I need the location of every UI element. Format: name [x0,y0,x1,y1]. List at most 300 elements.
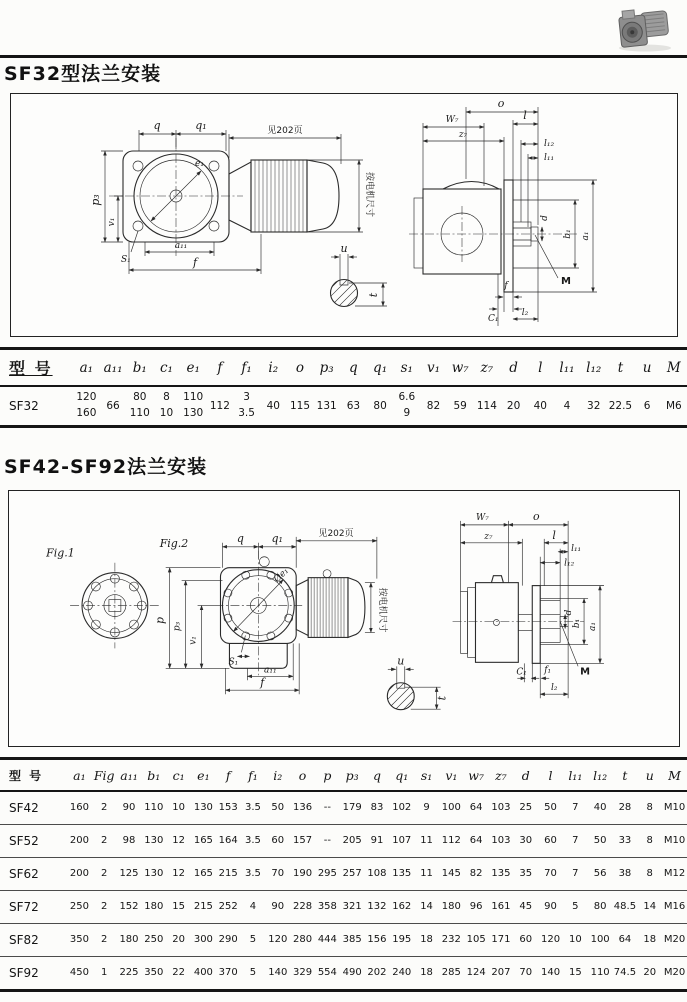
fig1-label: Fig.1 [46,546,75,560]
dim-cell: 205 [342,835,362,847]
sf32-side-view [409,97,597,326]
see-page-note: 见202页 [318,528,354,539]
dim-cell: 60 [519,934,533,946]
dim-cell: 321 [342,901,362,913]
model-column-header: 型 号 [9,768,44,783]
dim-cell: 7 [572,835,579,847]
dim-label-u: u [340,242,348,255]
dim-cell: 140 [268,967,288,979]
dim-column-header: l₁₁ [559,359,575,376]
dim-label-f: f [260,676,265,690]
sf42-92-shaft-section [382,654,449,715]
dim-cell: 20 [506,399,521,412]
dim-column-header: t [622,767,628,783]
dim-label-e1: Øe₁ [272,566,291,585]
dim-column-header: s₁ [400,359,413,376]
dim-label-w7: W₇ [445,115,459,125]
dim-cell: 50 [544,802,557,814]
dim-column-header: z₇ [480,359,494,376]
table-row-SF72 [0,891,687,923]
dim-cell: 200 [69,835,89,847]
dim-cell: 207 [491,967,511,979]
dim-cell: 28 [618,802,632,814]
sf32-shaft-section [325,242,387,312]
model-cell: SF32 [9,398,39,413]
dim-cell: 40 [593,802,607,814]
dim-cell: 444 [317,934,337,946]
dim-cell: M10 [663,835,686,847]
dim-cell: 102 [392,802,412,814]
dim-cell: M6 [665,399,682,412]
dim-column-header: l₁₂ [586,359,602,376]
dim-column-header: i₂ [273,767,283,783]
dim-cell: 20 [643,967,657,979]
motor-size-note: 按电机尺寸 [364,172,374,218]
dim-cell: 132 [367,901,387,913]
dim-column-header: q [349,359,358,376]
dim-cell: 50 [593,835,607,847]
dim-cell: 136 [293,802,313,814]
dim-cell: 3.5 [245,835,261,847]
dim-cell: 64 [469,835,483,847]
dim-cell: 20 [172,934,185,946]
dim-cell: 82 [426,399,441,412]
dim-cell: 200 [69,868,89,880]
dim-cell: 152 [119,901,139,913]
dim-label-b1: b₁ [563,229,573,239]
dim-column-header: a₁₁ [103,359,123,376]
dim-cell: 8 [646,802,653,814]
dim-label-q: q [236,531,244,545]
dim-column-header: i₂ [268,359,279,376]
dim-column-header: e₁ [197,767,210,783]
dim-cell: 11 [420,868,433,880]
dim-cell: M10 [663,802,686,814]
dim-cell: 120 160 [76,391,97,419]
dim-label-z7: z₇ [484,531,493,542]
dim-column-header: a₁ [73,767,86,783]
dim-cell: 7 [572,868,579,880]
dim-label-u: u [397,654,405,668]
dim-cell: 180 [441,901,461,913]
dim-cell: 90 [271,901,285,913]
dim-cell: 130 [193,802,213,814]
dim-column-header: d [509,359,518,376]
dim-cell: M16 [663,901,686,913]
dim-cell: 130 [144,835,164,847]
dim-cell: 10 [568,934,582,946]
dim-cell: 8 10 [159,391,174,419]
dim-cell: 112 [209,399,230,412]
dim-column-header: u [645,767,654,783]
table-row-SF82 [0,924,687,956]
dim-column-header: l [538,359,543,376]
dim-cell: 2 [101,868,108,880]
dim-cell: 18 [643,934,657,946]
header-row [0,760,687,790]
dim-cell: 179 [342,802,362,814]
dim-cell: 40 [266,399,280,412]
dim-cell: 56 [593,868,607,880]
dim-label-b1: b₁ [572,618,583,629]
dim-cell: 290 [218,934,238,946]
dim-cell: 370 [218,967,238,979]
dim-cell: 329 [293,967,313,979]
sf42-92-drawing-box [8,490,680,747]
dim-cell: 15 [568,967,582,979]
dim-label-a1: a₁ [588,621,599,631]
sf32-front-view [89,119,376,274]
dim-cell: 125 [119,868,139,880]
dim-cell: 140 [540,967,561,979]
dim-cell: -- [323,835,331,847]
dim-cell: 35 [519,868,533,880]
dim-column-header: f₁ [248,767,258,783]
dim-cell: 2 [101,934,108,946]
model-cell: SF92 [9,965,39,980]
dim-column-header: c₁ [172,767,185,783]
dim-label-w7: W₇ [476,512,489,523]
model-cell: SF42 [9,800,39,815]
fig2-front-view [154,528,389,694]
dim-cell: 350 [69,934,89,946]
dim-column-header: f [217,359,223,376]
dim-column-header: f [225,767,231,783]
dim-column-header: M [668,767,681,783]
dim-cell: 90 [544,901,557,913]
dim-cell: 215 [218,868,238,880]
dim-cell: 225 [119,967,139,979]
dim-label-z7: z₇ [458,130,468,140]
dim-cell: 18 [420,934,433,946]
dim-cell: M20 [663,934,686,946]
dim-cell: 385 [342,934,362,946]
dim-cell: -- [323,802,331,814]
dim-cell: 4 [249,901,257,913]
dim-cell: 107 [392,835,412,847]
dim-column-header: o [295,359,305,376]
dim-cell: 12 [172,835,185,847]
dim-column-header: v₁ [426,359,441,376]
dim-cell: 135 [392,868,412,880]
dim-cell: 490 [342,967,362,979]
dim-cell: 8 [646,868,653,880]
dim-label-t: t [435,695,449,701]
dim-cell: 80 [373,399,387,412]
dim-column-header: c₁ [159,359,173,376]
dim-label-l: l [523,109,527,122]
dim-label-q1: q₁ [271,531,283,545]
dim-cell: 64 [618,934,632,946]
model-cell: SF72 [9,899,39,914]
dim-cell: 2 [101,835,108,847]
dim-cell: 108 [367,868,387,880]
dim-label-p3: p₃ [89,194,102,206]
dim-column-header: v₁ [445,767,458,783]
table-row-SF52 [0,825,687,857]
dim-cell: 130 [144,868,164,880]
dim-label-l2: l₂ [550,683,558,694]
dim-column-header: w₇ [468,767,484,783]
dim-cell: 103 [491,835,511,847]
dim-cell: 5 [249,967,257,979]
dim-column-header: a₁ [79,359,94,376]
dim-label-q1: q₁ [195,119,207,132]
dim-column-header: t [617,359,624,376]
dim-cell: 114 [476,399,497,412]
dim-cell: 120 [540,934,561,946]
dim-cell: 33 [618,835,632,847]
dim-cell: 180 [119,934,139,946]
dim-cell: 60 [544,835,557,847]
dim-label-c1: C₁ [516,667,527,678]
dim-label-l11: l₁₁ [571,543,582,554]
dim-cell: 164 [218,835,238,847]
sf42-92-drawing [9,491,679,746]
dim-cell: 66 [106,399,120,412]
motor-size-note: 按电机尺寸 [376,587,387,633]
dim-cell: 400 [193,967,213,979]
dim-label-p3: p₃ [172,621,183,632]
dim-cell: 1 [101,967,108,979]
dim-column-header: l [548,767,553,783]
dim-label-M: M [561,276,571,287]
dim-cell: 450 [69,967,89,979]
section2-title: SF42-SF92法兰安装 [4,456,208,478]
dim-cell: 80 110 [129,391,150,419]
dim-cell: 3 3.5 [238,391,255,419]
dim-column-header: z₇ [495,767,507,783]
dim-label-s1: S₁ [228,657,239,668]
dim-cell: 250 [144,934,164,946]
dim-cell: 90 [122,802,136,814]
dim-cell: 11 [420,835,433,847]
dim-cell: 295 [317,868,337,880]
dim-cell: 5 [249,934,257,946]
dim-cell: 252 [218,901,238,913]
sf32-dimension-table [0,347,687,428]
dim-label-a11: a₁₁ [174,241,188,251]
dim-cell: 165 [193,868,213,880]
dim-cell: 83 [370,802,384,814]
dim-column-header: u [642,359,652,376]
dim-cell: 10 [172,802,185,814]
dim-cell: 30 [519,835,533,847]
dim-cell: 7 [572,802,579,814]
dim-column-header: b₁ [147,767,161,783]
sf32-drawing [11,94,677,336]
dim-column-header: b₁ [132,359,147,376]
dim-label-a11: a₁₁ [264,665,277,676]
dim-cell: 554 [317,967,337,979]
dim-label-t: t [367,292,380,298]
dim-cell: 232 [441,934,461,946]
dim-cell: 215 [193,901,213,913]
dim-cell: 38 [618,868,632,880]
dim-cell: 2 [101,901,108,913]
table-row-SF92 [0,957,687,989]
dim-cell: 15 [172,901,185,913]
section1-title: SF32型法兰安装 [4,63,162,85]
dim-cell: 105 [466,934,486,946]
gearmotor-photo [612,5,676,52]
dim-cell: M20 [663,967,686,979]
dim-cell: 74.5 [613,967,637,979]
dim-label-l2: l₂ [521,308,529,318]
dim-cell: 157 [293,835,313,847]
dim-label-f-side: f [504,281,508,291]
dim-column-header: o [298,767,307,783]
dim-label-f-front: f [192,256,198,269]
dim-label-c1: C₁ [488,314,499,324]
dim-label-v1: v₁ [107,217,117,227]
dim-cell: 160 [69,802,89,814]
dim-cell: 110 130 [183,391,204,419]
fig1-flange-view [45,547,160,649]
dim-label-l11: l₁₁ [544,153,555,163]
dim-cell: 195 [392,934,412,946]
dim-column-header: f₁ [241,359,252,376]
model-cell: SF52 [9,833,39,848]
dim-cell: 22.5 [608,399,633,412]
dim-label-l12: l₁₂ [544,139,555,149]
dim-cell: 358 [317,901,337,913]
dim-label-f1: f₁ [544,665,552,676]
dim-cell: 3.5 [245,802,261,814]
dim-cell: 60 [271,835,285,847]
dim-cell: 25 [519,802,533,814]
dim-column-header: w₇ [451,359,469,376]
dim-cell: 6 [643,399,651,412]
table-row-SF62 [0,858,687,890]
dim-label-q: q [153,119,161,132]
dim-cell: 2 [101,802,108,814]
dim-cell: 300 [193,934,213,946]
dim-cell: 131 [316,399,337,412]
dim-cell: 14 [420,901,433,913]
see-page-note: 见202页 [267,126,303,136]
dim-label-l: l [552,528,556,542]
dim-cell: 4 [563,399,571,412]
dim-column-header: p₃ [345,767,359,783]
dim-cell: 70 [271,868,285,880]
dim-label-l12: l₁₂ [564,558,575,569]
dim-cell: 285 [441,967,461,979]
dim-cell: 64 [469,802,483,814]
dim-cell: 161 [491,901,511,913]
dim-column-header: Fig [93,767,115,783]
dim-cell: 59 [453,399,467,412]
dim-cell: 162 [392,901,412,913]
dim-cell: 14 [643,901,657,913]
dim-label-e1: e₁ [195,159,204,169]
dim-column-header: p₃ [319,359,334,376]
dim-cell: 50 [271,802,285,814]
table-row-SF32 [0,387,687,425]
table-row-SF42 [0,792,687,824]
model-cell: SF82 [9,932,39,947]
dim-column-header: q [372,767,381,783]
dim-label-M: M [580,666,590,678]
fig2-label: Fig.2 [159,536,189,550]
dim-cell: 82 [469,868,483,880]
dim-cell: 257 [342,868,362,880]
dim-cell: 240 [392,967,412,979]
dim-cell: 350 [144,967,164,979]
dim-column-header: a₁₁ [120,767,138,783]
dim-label-v1: v₁ [188,636,199,645]
dim-cell: 70 [544,868,557,880]
dim-label-a1: a₁ [581,231,591,241]
dim-cell: 18 [420,967,433,979]
dim-cell: 96 [469,901,483,913]
dim-cell: 250 [69,901,89,913]
dim-label-p: p [153,616,167,624]
dim-column-header: M [666,359,681,376]
dim-cell: 228 [293,901,313,913]
dim-cell: 32 [587,399,601,412]
model-column-header: 型 号 [9,359,53,378]
dim-cell: 63 [346,399,361,412]
dim-label-o: o [532,509,540,523]
dim-cell: 115 [289,399,310,412]
sf32-drawing-box [10,93,678,337]
dim-cell: 98 [122,835,136,847]
dim-cell: M12 [663,868,686,880]
dim-column-header: p [323,767,332,783]
dim-cell: 70 [519,967,533,979]
dim-column-header: s₁ [420,767,433,783]
dim-cell: 135 [491,868,511,880]
dim-cell: 12 [172,868,185,880]
dim-cell: 153 [218,802,238,814]
dim-cell: 22 [172,967,185,979]
dim-cell: 190 [293,868,313,880]
dim-cell: 80 [593,901,607,913]
dim-cell: 165 [193,835,213,847]
dim-label-d: d [540,215,550,221]
dim-cell: 9 [423,802,430,814]
sf42-92-dimension-table [0,757,687,992]
header-rule [0,55,687,58]
dim-column-header: d [521,767,530,783]
dim-cell: 8 [646,835,653,847]
dim-cell: 3.5 [245,868,261,880]
sf42-92-side-view [453,510,604,698]
dim-cell: 110 [144,802,164,814]
dim-column-header: l₁₁ [568,767,583,783]
dim-cell: 91 [370,835,384,847]
dim-cell: 100 [590,934,610,946]
dim-cell: 45 [519,901,533,913]
dim-column-header: l₁₂ [593,767,608,783]
dim-cell: 124 [466,967,486,979]
dim-cell: 48.5 [613,901,637,913]
dim-cell: 103 [491,802,511,814]
dim-cell: 202 [367,967,387,979]
dim-label-s1: S₁ [121,255,131,265]
dim-label-o: o [497,97,505,110]
dim-label-d: d [564,609,575,616]
dim-cell: 112 [441,835,461,847]
model-cell: SF62 [9,866,39,881]
dim-cell: 120 [268,934,288,946]
dim-cell: 280 [293,934,313,946]
header-row [0,350,687,385]
dim-column-header: e₁ [186,359,200,376]
dim-column-header: q₁ [395,767,409,783]
dim-cell: 180 [144,901,164,913]
